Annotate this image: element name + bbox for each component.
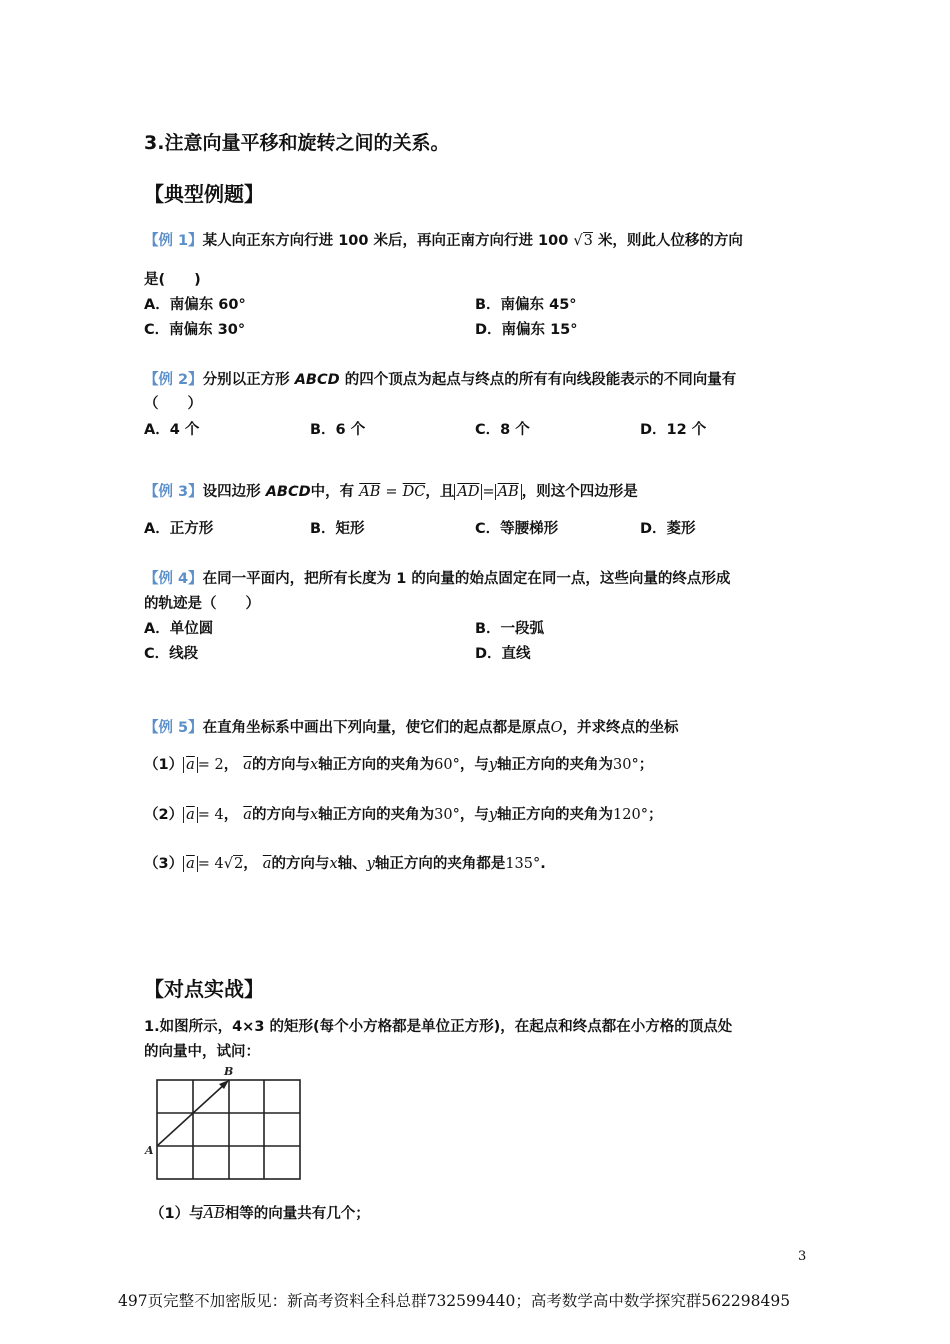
- example-1-option-c: C．南偏东 30°: [144, 322, 246, 338]
- example-3-line-1: 【例 3】设四边形 ABCD中，有 $\overline{AB} = \overline{DC}$，且 $\overline{AD} = \overline{AB}$ ，则这个四边形是: [144, 484, 638, 500]
- example-4-line-1: 【例 4】在同一平面内，把所有长度为 1 的向量的始点固定在同一点，这些向量的终点形成: [144, 571, 731, 587]
- vector-ab-2: $\overline{AB}$: [497, 484, 519, 500]
- vector-dc: $\overline{DC}$: [402, 484, 426, 500]
- example-3-option-a: A．正方形: [144, 521, 214, 537]
- point-label-a: A: [145, 1144, 154, 1157]
- example-3-tag: 【例 3】: [144, 484, 203, 500]
- practice-1-question-1: （1）与$\overline{AB}$相等的向量共有几个；: [150, 1206, 370, 1222]
- example-2-line-2: （ ）: [144, 396, 202, 412]
- vector-ab-arrow-line: [157, 1083, 226, 1146]
- example-4-option-a: A．单位圆: [144, 621, 214, 637]
- example-2-option-a: A．4 个: [144, 422, 200, 438]
- example-3-option-d: D．菱形: [640, 521, 696, 537]
- example-5-item-1: （1） $\overline{a} = 2$， $\overline{a}$的方向与x轴正方向的夹角为60°，与y轴正方向的夹角为30°；: [144, 757, 654, 773]
- example-5-line-1: 【例 5】在直角坐标系中画出下列向量，使它们的起点都是原点O，并求终点的坐标: [144, 720, 679, 736]
- example-2-option-d: D．12 个: [640, 422, 707, 438]
- example-2-tag: 【例 2】: [144, 372, 203, 388]
- vector-ab-q1: $\overline{AB}$: [203, 1206, 225, 1222]
- grid-figure: [140, 1060, 315, 1185]
- vector-ad: $\overline{AD}$: [457, 484, 480, 500]
- example-1-option-d: D．南偏东 15°: [475, 322, 578, 338]
- example-3-option-b: B．矩形: [310, 521, 365, 537]
- example-4-tag: 【例 4】: [144, 571, 203, 587]
- example-5-tag: 【例 5】: [144, 720, 203, 736]
- example-4-line-2: 的轨迹是（ ）: [144, 596, 260, 612]
- example-1-tag: 【例 1】: [144, 233, 203, 249]
- vector-ab: $\overline{AB}$: [359, 484, 381, 500]
- page-number: 3: [798, 1249, 807, 1264]
- practice-heading: 【对点实战】: [144, 977, 264, 1001]
- example-1-option-a: A．南偏东 60°: [144, 297, 246, 313]
- section-heading: 3.注意向量平移和旋转之间的关系。: [144, 132, 450, 154]
- example-3-option-c: C．等腰梯形: [475, 521, 559, 537]
- typical-examples-heading: 【典型例题】: [144, 182, 264, 206]
- example-5-item-2: （2） $\overline{a} = 4$， $\overline{a}$的方向与x轴正方向的夹角为30°，与y轴正方向的夹角为120°；: [144, 807, 663, 823]
- example-4-option-c: C．线段: [144, 646, 199, 662]
- footer-note: 497页完整不加密版见：新高考资料全科总群732599440；高考数学高中数学探究群562298495: [118, 1292, 791, 1310]
- example-1-option-b: B．南偏东 45°: [475, 297, 577, 313]
- practice-1-line-2: 的向量中，试问：: [144, 1044, 260, 1060]
- example-4-option-d: D．直线: [475, 646, 531, 662]
- example-2-option-b: B．6 个: [310, 422, 366, 438]
- example-4-option-b: B．一段弧: [475, 621, 545, 637]
- example-1-line-1: 【例 1】某人向正东方向行进 100 米后，再向正南方向行进 100 √3 米，则此人位移的方向: [144, 233, 743, 249]
- example-2-option-c: C．8 个: [475, 422, 530, 438]
- point-label-b: B: [224, 1065, 234, 1078]
- practice-1-line-1: 1.如图所示，4×3 的矩形(每个小方格都是单位正方形)，在起点和终点都在小方格的顶点处: [144, 1019, 733, 1035]
- example-5-item-3: （3） $\overline{a} = 4√2$， $\overline{a}$的方向与x轴、y轴正方向的夹角都是135°.: [144, 856, 546, 872]
- example-1-line-2: 是( ): [144, 272, 201, 288]
- example-2-line-1: 【例 2】分别以正方形 ABCD 的四个顶点为起点与终点的所有有向线段能表示的不同向量有: [144, 372, 737, 388]
